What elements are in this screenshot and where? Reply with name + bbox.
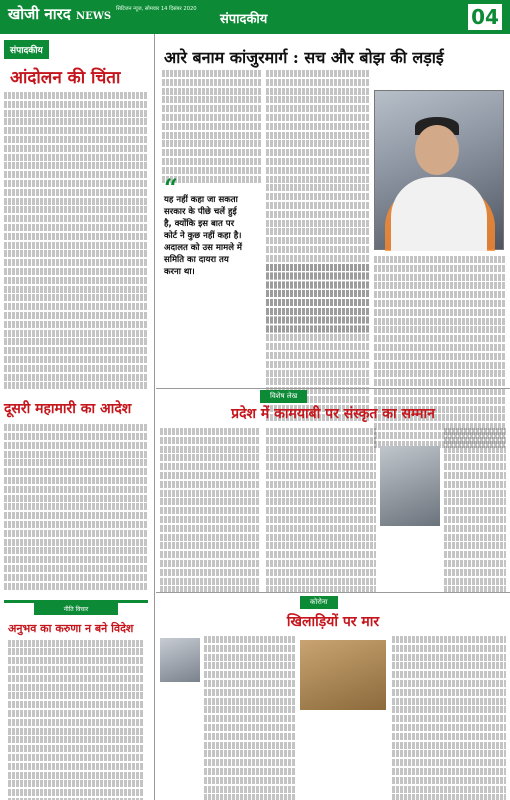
masthead bbox=[0, 0, 510, 34]
section-title: संपादकीय bbox=[220, 12, 268, 27]
news-body-col-3 bbox=[444, 428, 506, 595]
left-editorial-column bbox=[0, 34, 152, 800]
page-number: 04 bbox=[468, 4, 502, 30]
news-body-col-2 bbox=[266, 428, 376, 595]
editorial-body bbox=[4, 92, 148, 389]
editorial-subtitle: दूसरी महामारी का आदेश bbox=[4, 401, 132, 418]
editorial-title: आंदोलन की चिंता bbox=[10, 68, 121, 88]
photo-figure bbox=[391, 177, 487, 251]
photo-figure bbox=[415, 125, 459, 175]
main-body-col-1 bbox=[162, 70, 262, 184]
opinion-body bbox=[8, 640, 144, 800]
editorial-label: संपादकीय bbox=[4, 40, 49, 59]
sport-body-col-1 bbox=[204, 636, 296, 800]
sport-photo bbox=[300, 640, 386, 710]
sport-thumb bbox=[160, 638, 200, 682]
dateline: सिटिजन न्यूज, सोमवार 14 दिसंबर 2020 bbox=[116, 6, 197, 12]
column-divider bbox=[154, 34, 155, 800]
news-body-col-1 bbox=[160, 428, 260, 595]
news-photo bbox=[380, 446, 440, 526]
sport-title: खिलाड़ियों पर मार bbox=[286, 614, 380, 630]
section-divider bbox=[156, 592, 510, 593]
editorial-body-2 bbox=[4, 424, 148, 589]
opinion-tag: नीति विचार bbox=[34, 603, 118, 615]
main-article bbox=[156, 34, 510, 277]
main-photo bbox=[374, 90, 504, 250]
section-divider bbox=[156, 388, 510, 389]
news-tag: विशेष लेख bbox=[260, 390, 307, 403]
quote-mark-icon: “ bbox=[164, 173, 178, 202]
sport-body-col-2 bbox=[392, 636, 506, 800]
opinion-title: अनुभव का करुणा न बने विदेश bbox=[8, 621, 134, 635]
newspaper-logo: खोजी नारद NEWS bbox=[8, 5, 112, 23]
news-title: प्रदेश में कामयाबी पर संस्कृत का सम्मान bbox=[231, 406, 435, 422]
pull-quote: “ यह नहीं कहा जा सकता सरकार के पीछे चलें हुई है, क्योंकि इस बात पर कोर्ट ने कुछ नहीं कहा है। अदालत को उस मामले में समिति का दायरा तय करना था। bbox=[164, 173, 243, 277]
sport-tag: कोरोना bbox=[300, 596, 338, 609]
opinion-box bbox=[4, 600, 148, 800]
main-headline: आरे बनाम कांजुरमार्ग : सच और बोझ की लड़ाई bbox=[164, 48, 444, 67]
